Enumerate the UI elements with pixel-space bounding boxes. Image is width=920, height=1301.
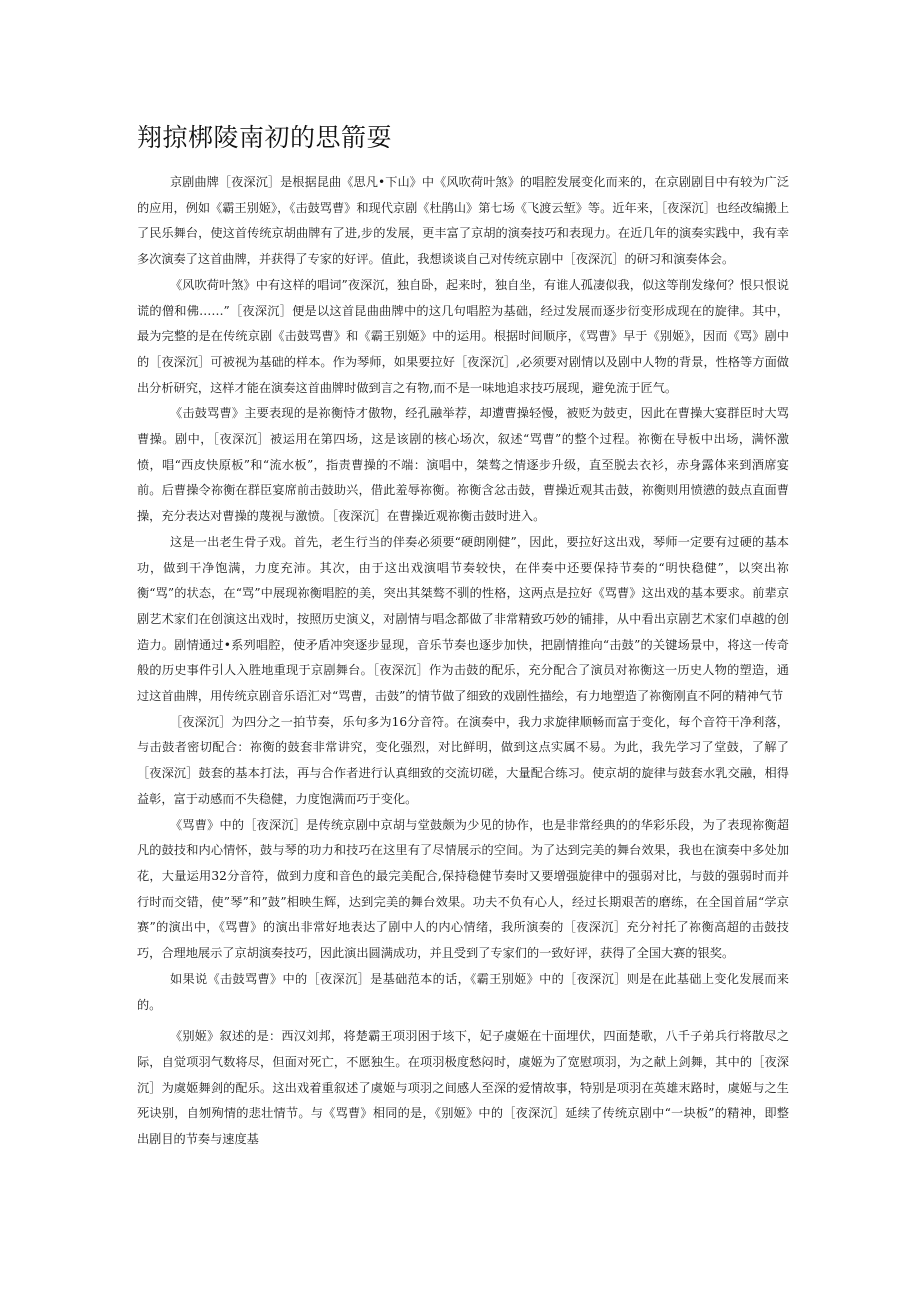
paragraph-1: 京剧曲牌［夜深沉］是根据昆曲《思凡•下山》中《风吹荷叶煞》的唱腔发展变化而来的，在京剧剧目中有较为广泛的应用，例如《霸王别姬》，《击鼓骂曹》和现代京剧《杜鹃山》第七场《飞渡云堑》等。近年来，［夜深沉］也经改编搬上了民乐舞台，使这首传统京胡曲牌有了进,步的发展，更丰富了京胡的演奏技巧和表现力。在近几年的演奏实践中，我有幸多次演奏了这首曲牌，并获得了专家的好评。值此，我想谈谈自己对传统京剧中［夜深沉］的研习和演奏体会。: [137, 175, 790, 267]
paragraph-3: 《击鼓骂曹》主要表现的是祢衡恃才傲物，经孔融举荐，却遭曹操轻慢，被贬为鼓吏，因此在曹操大宴群臣时大骂曹操。剧中，［夜深沉］被运用在第四场，这是该剧的核心场次，叙述“骂曹”的整个过程。祢衡在导板中出场，满怀激愤，唱“西皮快原板”和“流水板”，指责曹操的不端：演唱中，桀骜之情逐步升级，直至脱去衣衫，赤身露体来到酒席宴前。后曹操令祢衡在群臣宴席前击鼓助兴，借此羞辱祢衡。祢衡含忿击鼓，曹操近观其击鼓，祢衡则用愤懑的鼓点直面曹操，充分表达对曹操的蔑视与激愤。［夜深沉］在曹操近观祢衡击鼓时进入。: [137, 406, 789, 524]
paragraph-2: 《风吹荷叶煞》中有这样的唱词”夜深沉，独自卧，起来时，独自坐，有谁人孤凄似我，似这等削发缘何？恨只恨说谎的僧和佛……”［夜深沉］便是以这首昆曲曲牌中的这几句唱腔为基础，经过发展而逐步衍变形成现在的旋律。其中，最为完整的是在传统京剧《击鼓骂曹》和《霸王别姬》中的运用。根据时间顺序，《骂曹》早于《别姬》，因而《骂》剧中的［夜深沉］可被视为基础的样本。作为琴师，如果要拉好［夜深沉］,必须要对剧情以及剧中人物的背景，性格等方面做出分析研究，这样才能在演奏这首曲牌时做到言之有物,而不是一味地追求技巧展现，避免流于匠气。: [137, 277, 789, 395]
document-page: [137, 118, 789, 1153]
paragraph-5: ［夜深沉］为四分之一拍节奏，乐句多为16分音符。在演奏中，我力求旋律顺畅而富于变化，每个音符干净利落，与击鼓者密切配合：祢衡的鼓套非常讲究，变化强烈，对比鲜明，做到这点实属不易。为此，我先学习了堂鼓，了解了［夜深沉］鼓套的基本打法，再与合作者进行认真细致的交流切磋，大量配合练习。使京胡的旋律与鼓套水乳交融，相得益彰，富于动感而不失稳健，力度饱满而巧于变化。: [137, 714, 789, 806]
paragraph-7: 如果说《击鼓骂曹》中的［夜深沉］是基础范本的话，《霸王别姬》中的［夜深沉］则是在此基础上变化发展而来的。: [137, 971, 789, 1012]
page-title: 翔掠梆陵南初的思箭耍: [137, 123, 393, 152]
paragraph-4: 这是一出老生骨子戏。首先，老生行当的伴奏必须要“硬朗刚健”，因此，要拉好这出戏，琴师一定要有过硬的基本功，做到干净饱满，力度充沛。其次，由于这出戏演唱节奏较快，在伴奏中还要保持节奏的“明快稳健”，以突出祢衡“骂”的状态，在“骂”中展现祢衡唱腔的美，突出其桀骜不驯的性格，这两点是拉好《骂曹》这出戏的基本要求。前辈京剧艺术家们在创演这出戏时，按照历史演义，对剧情与唱念都做了非常精致巧妙的铺排，从中看出京剧艺术家们卓越的创造力。剧情通过•系列唱腔，使矛盾冲突逐步显现，音乐节奏也逐步加快，把剧情推向“击鼓”的关键场景中，将这一传奇般的历史事件引人入胜地重现于京剧舞台。［夜深沉］作为击鼓的配乐，充分配合了演员对祢衡这一历史人物的塑造，通过这首曲牌，用传统京剧音乐语汇对“骂曹，击鼓”的情节做了细致的戏剧性描绘，有力地塑造了祢衡刚直不阿的精神气节: [137, 534, 789, 704]
paragraph-8: 《别姬》叙述的是：西汉刘邦，将楚霸王项羽困于垓下，妃子虞姬在十面埋伏，四面楚歌，八千子弟兵行将散尽之际，自觉项羽气数将尽，但面对死亡，不愿独生。在项羽极度愁闷时，虞姬为了宽慰项羽，为之献上剑舞，其中的［夜深沉］为虞姬舞剑的配乐。这出戏着重叙述了虞姬与项羽之间感人至深的爱情故事，特别是项羽在英雄末路时，虞姬与之生死诀别，自刎殉情的悲壮情节。与《骂曹》相同的是，《别姬》中的［夜深沉］延续了传统京剧中“一块板”的精神，即整出剧目的节奏与速度基: [137, 1029, 789, 1147]
paragraph-6: 《骂曹》中的［夜深沉］是传统京剧中京胡与堂鼓颇为少见的协作，也是非常经典的的华彩乐段，为了表现祢衡超凡的鼓技和内心情怀，鼓与琴的功力和技巧在这里有了尽情展示的空间。为了达到完美的舞台效果，我也在演奏中多处加花，大量运用32分音符，做到力度和音色的最完美配合,保持稳健节奏时又要增强旋律中的强弱对比，与鼓的强弱时而并行时而交错，使”琴”和”鼓”相映生辉，达到完美的舞台效果。功夫不负有心人，经过长期艰苦的磨练，在全国首届“学京赛”的演出中，《骂曹》的演出非常好地表达了剧中人的内心情绪，我所演奏的［夜深沉］充分衬托了祢衡高超的击鼓技巧，合理地展示了京胡演奏技巧，因此演出圆满成功，并且受到了专家们的一致好评，获得了全国大赛的银奖。: [137, 817, 789, 961]
